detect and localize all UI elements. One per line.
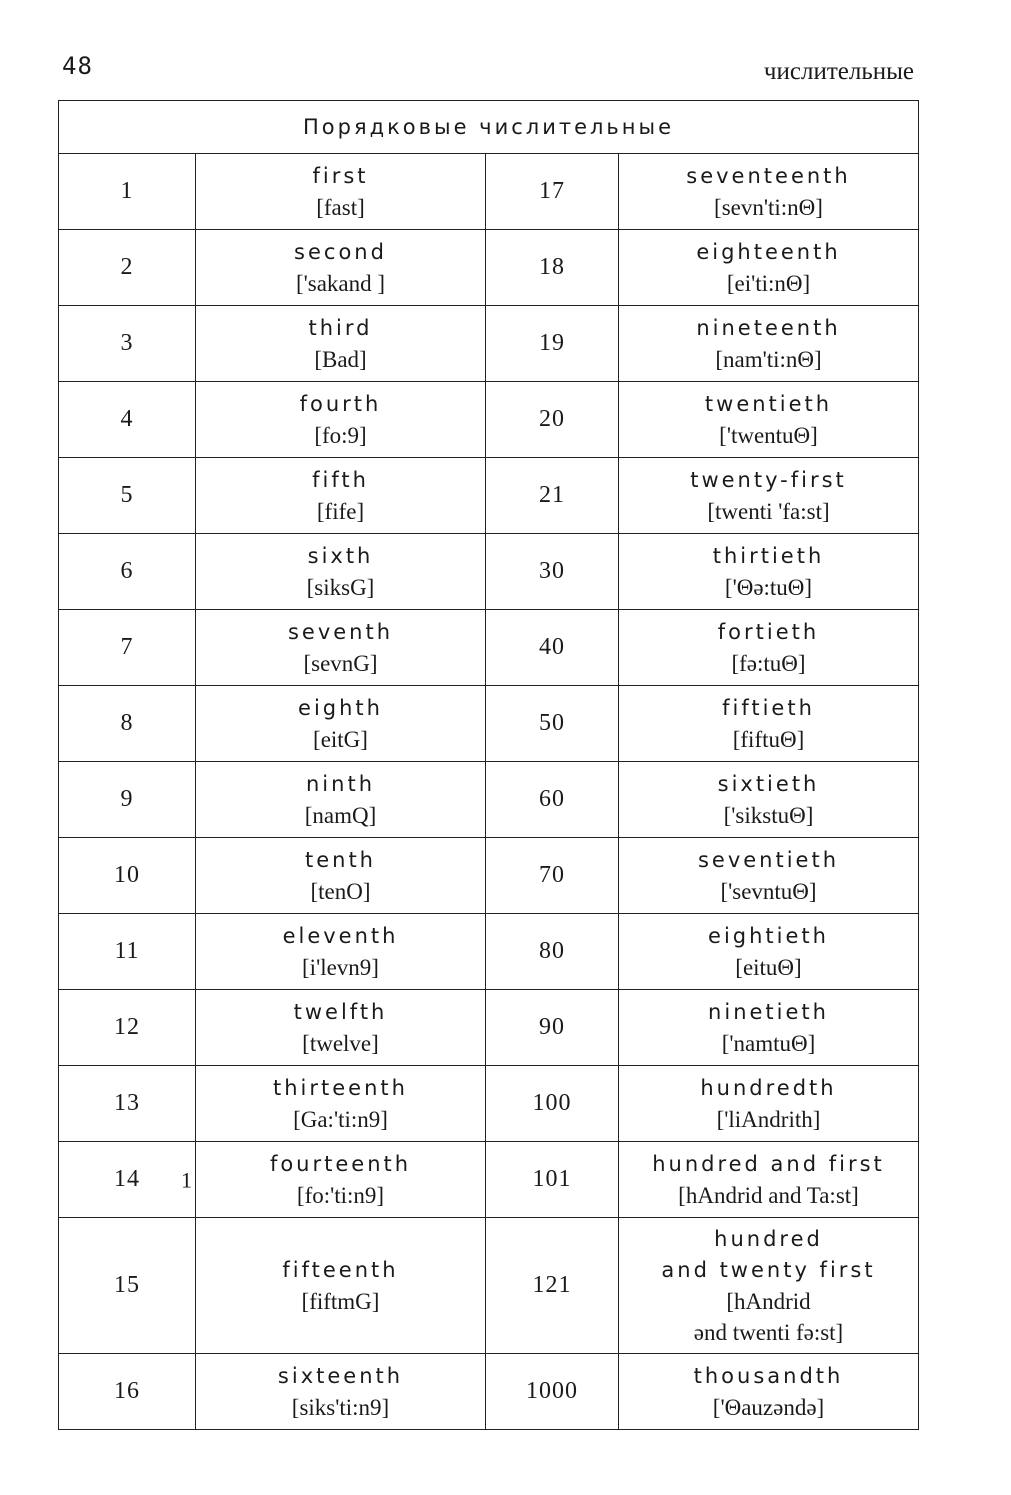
cardinal-number: 19 xyxy=(539,330,565,356)
transcription: [nam'ti:nΘ] xyxy=(715,346,822,372)
ordinal-word: second xyxy=(294,239,387,264)
number-cell xyxy=(59,230,196,306)
number-cell xyxy=(59,306,196,382)
ordinal-word: fiftieth xyxy=(722,695,815,720)
table-row xyxy=(59,610,919,686)
ordinal-cell xyxy=(196,686,486,762)
number-cell xyxy=(486,610,619,686)
transcription: ['sikstuΘ] xyxy=(723,802,814,828)
number-cell xyxy=(59,762,196,838)
transcription: [fo:'ti:n9] xyxy=(296,1182,385,1208)
ordinal-cell xyxy=(619,306,919,382)
ordinal-word: twelfth xyxy=(293,999,388,1024)
number-cell xyxy=(486,762,619,838)
cardinal-number: 12 xyxy=(114,1014,140,1040)
number-cell xyxy=(486,1142,619,1218)
table-row xyxy=(59,154,919,230)
transcription: [Ga:'ti:n9] xyxy=(293,1106,388,1132)
cardinal-number: 2 xyxy=(120,254,134,280)
ordinal-word: third xyxy=(308,315,373,340)
number-cell xyxy=(59,458,196,534)
cardinal-number: 11 xyxy=(114,938,140,964)
ordinal-word: twenty-first xyxy=(690,467,847,492)
cardinal-number: 5 xyxy=(120,482,134,508)
transcription: [fast] xyxy=(316,194,365,220)
ordinal-cell xyxy=(196,230,486,306)
number-cell xyxy=(486,1066,619,1142)
table-row xyxy=(59,686,919,762)
cardinal-number: 4 xyxy=(120,406,134,432)
table-row xyxy=(59,838,919,914)
ordinal-cell xyxy=(619,1066,919,1142)
cardinal-number: 50 xyxy=(539,710,565,736)
cardinal-number: 18 xyxy=(539,254,565,280)
transcription: [siks'ti:n9] xyxy=(291,1394,390,1420)
cardinal-number: 121 xyxy=(532,1272,572,1298)
ordinal-word: seventieth xyxy=(697,847,840,872)
table-row xyxy=(59,762,919,838)
transcription: [fo:9] xyxy=(314,422,367,448)
transcription: [siksG] xyxy=(306,574,375,600)
transcription: [eituΘ] xyxy=(735,954,802,980)
number-cell xyxy=(486,838,619,914)
table-row xyxy=(59,1142,919,1218)
transcription: [fife] xyxy=(316,498,365,524)
number-cell xyxy=(486,382,619,458)
ordinal-word: thirtieth xyxy=(712,543,825,568)
number-cell xyxy=(59,990,196,1066)
number-cell xyxy=(59,1354,196,1430)
stray-mark: 1 xyxy=(181,1167,193,1192)
ordinal-cell xyxy=(619,762,919,838)
ordinal-cell xyxy=(196,1354,486,1430)
ordinal-word: eighteenth xyxy=(696,239,841,264)
number-cell xyxy=(486,458,619,534)
cardinal-number: 1 xyxy=(120,178,134,204)
cardinal-number: 1000 xyxy=(526,1378,578,1404)
ordinal-cell xyxy=(619,838,919,914)
ordinal-word: fourteenth xyxy=(269,1151,412,1176)
transcription: [Bad] xyxy=(314,346,367,372)
number-cell xyxy=(486,534,619,610)
ordinal-cell xyxy=(196,762,486,838)
cardinal-number: 90 xyxy=(539,1014,565,1040)
ordinal-word: nineteenth xyxy=(696,315,841,340)
number-cell xyxy=(486,686,619,762)
ordinal-cell xyxy=(619,534,919,610)
cardinal-number: 16 xyxy=(114,1378,140,1404)
transcription: [fə:tuΘ] xyxy=(731,650,806,676)
cardinal-number: 17 xyxy=(539,178,565,204)
ordinal-cell xyxy=(619,610,919,686)
ordinal-cell xyxy=(196,1142,486,1218)
ordinal-cell xyxy=(196,382,486,458)
ordinal-word: eighth xyxy=(298,695,383,720)
transcription: ['sakand ] xyxy=(295,270,386,296)
table-row xyxy=(59,1066,919,1142)
number-cell xyxy=(59,686,196,762)
ordinal-cell xyxy=(619,230,919,306)
table-row xyxy=(59,914,919,990)
number-cell xyxy=(59,154,196,230)
transcription: ['sevntuΘ] xyxy=(720,878,817,904)
transcription: ['twentuΘ] xyxy=(719,422,818,448)
ordinal-word: sixteenth xyxy=(277,1363,404,1388)
transcription: [ei'ti:nΘ] xyxy=(726,270,811,296)
ordinal-cell xyxy=(619,1142,919,1218)
ordinal-cell xyxy=(619,154,919,230)
ordinal-cell xyxy=(619,458,919,534)
number-cell xyxy=(59,1066,196,1142)
cardinal-number: 14 xyxy=(114,1166,140,1192)
ordinal-cell xyxy=(196,534,486,610)
ordinal-numerals-table xyxy=(58,100,919,1430)
ordinal-word: fifteenth xyxy=(282,1257,399,1282)
table-row xyxy=(59,1218,919,1354)
ordinal-word: seventeenth xyxy=(686,163,851,188)
ordinal-word: hundred and first xyxy=(652,1151,885,1176)
transcription: [fiftmG] xyxy=(301,1288,380,1314)
ordinal-word: thousandth xyxy=(693,1363,844,1388)
number-cell xyxy=(59,382,196,458)
ordinal-word: hundred xyxy=(714,1226,823,1251)
cardinal-number: 60 xyxy=(539,786,565,812)
number-cell xyxy=(59,610,196,686)
cardinal-number: 21 xyxy=(539,482,565,508)
page-number: 48 xyxy=(62,52,93,80)
ordinal-cell xyxy=(196,610,486,686)
ordinal-word: fourth xyxy=(299,391,382,416)
cardinal-number: 40 xyxy=(539,634,565,660)
ordinal-cell xyxy=(196,458,486,534)
ordinal-cell xyxy=(196,1066,486,1142)
ordinal-cell xyxy=(619,382,919,458)
ordinal-word: tenth xyxy=(304,847,376,872)
transcription: [sevn'ti:nΘ] xyxy=(714,194,823,220)
cardinal-number: 10 xyxy=(114,862,140,888)
ordinal-word-line2: and twenty first xyxy=(661,1257,876,1282)
transcription: ['liAndrith] xyxy=(716,1106,821,1132)
number-cell xyxy=(486,306,619,382)
number-cell xyxy=(59,1142,196,1218)
table-row xyxy=(59,1354,919,1430)
table-caption: Порядковые числительные xyxy=(59,101,919,154)
ordinal-cell xyxy=(619,914,919,990)
transcription: [hAndrid and Ta:st] xyxy=(678,1182,859,1208)
transcription: [sevnG] xyxy=(303,650,378,676)
transcription: ['namtuΘ] xyxy=(721,1030,816,1056)
ordinal-cell xyxy=(619,1354,919,1430)
transcription: ['Θə:tuΘ] xyxy=(724,574,813,600)
transcription: [i'levn9] xyxy=(302,954,379,980)
table-row xyxy=(59,306,919,382)
ordinal-cell xyxy=(196,306,486,382)
number-cell xyxy=(59,838,196,914)
running-head: числительные xyxy=(763,58,914,85)
transcription: [twenti 'fa:st] xyxy=(707,498,830,524)
cardinal-number: 30 xyxy=(539,558,565,584)
ordinal-cell xyxy=(619,1218,919,1354)
ordinal-word: seventh xyxy=(287,619,394,644)
ordinal-word: first xyxy=(312,163,369,188)
number-cell xyxy=(486,230,619,306)
cardinal-number: 15 xyxy=(114,1272,140,1298)
number-cell xyxy=(486,154,619,230)
ordinal-word: twentieth xyxy=(704,391,833,416)
ordinal-word: ninetieth xyxy=(708,999,829,1024)
ordinal-word: ninth xyxy=(306,771,375,796)
ordinal-cell xyxy=(196,838,486,914)
cardinal-number: 101 xyxy=(532,1166,572,1192)
ordinal-cell xyxy=(196,154,486,230)
cardinal-number: 20 xyxy=(539,406,565,432)
table-row xyxy=(59,382,919,458)
number-cell xyxy=(486,1218,619,1354)
cardinal-number: 80 xyxy=(539,938,565,964)
transcription: [twelve] xyxy=(302,1030,379,1056)
number-cell xyxy=(486,1354,619,1430)
ordinal-word: sixtieth xyxy=(717,771,820,796)
table-row xyxy=(59,990,919,1066)
ordinal-cell xyxy=(619,686,919,762)
ordinal-cell xyxy=(196,914,486,990)
cardinal-number: 3 xyxy=(120,330,134,356)
table-row xyxy=(59,230,919,306)
number-cell xyxy=(486,914,619,990)
transcription: [fiftuΘ] xyxy=(732,726,805,752)
ordinal-word: sixth xyxy=(307,543,374,568)
ordinal-word: eleventh xyxy=(282,923,399,948)
transcription: [namQ] xyxy=(304,802,377,828)
table-row xyxy=(59,458,919,534)
cardinal-number: 100 xyxy=(532,1090,572,1116)
ordinal-word: fortieth xyxy=(717,619,820,644)
cardinal-number: 8 xyxy=(120,710,134,736)
transcription-line2: ənd twenti fə:st] xyxy=(693,1319,844,1345)
transcription: [eitG] xyxy=(313,726,368,752)
transcription: [hAndrid xyxy=(726,1288,811,1314)
ordinal-cell xyxy=(619,990,919,1066)
ordinal-cell xyxy=(196,990,486,1066)
transcription: [tenO] xyxy=(310,878,371,904)
cardinal-number: 9 xyxy=(120,786,134,812)
cardinal-number: 70 xyxy=(539,862,565,888)
cardinal-number: 7 xyxy=(120,634,134,660)
number-cell xyxy=(486,990,619,1066)
ordinal-word: eightieth xyxy=(708,923,829,948)
number-cell xyxy=(59,1218,196,1354)
ordinal-word: thirteenth xyxy=(273,1075,408,1100)
ordinal-word: fifth xyxy=(312,467,369,492)
number-cell xyxy=(59,914,196,990)
transcription: ['Θauzəndə] xyxy=(712,1394,825,1420)
number-cell xyxy=(59,534,196,610)
ordinal-word: hundredth xyxy=(700,1075,837,1100)
cardinal-number: 13 xyxy=(114,1090,140,1116)
ordinal-cell xyxy=(196,1218,486,1354)
cardinal-number: 6 xyxy=(120,558,134,584)
table-row xyxy=(59,534,919,610)
